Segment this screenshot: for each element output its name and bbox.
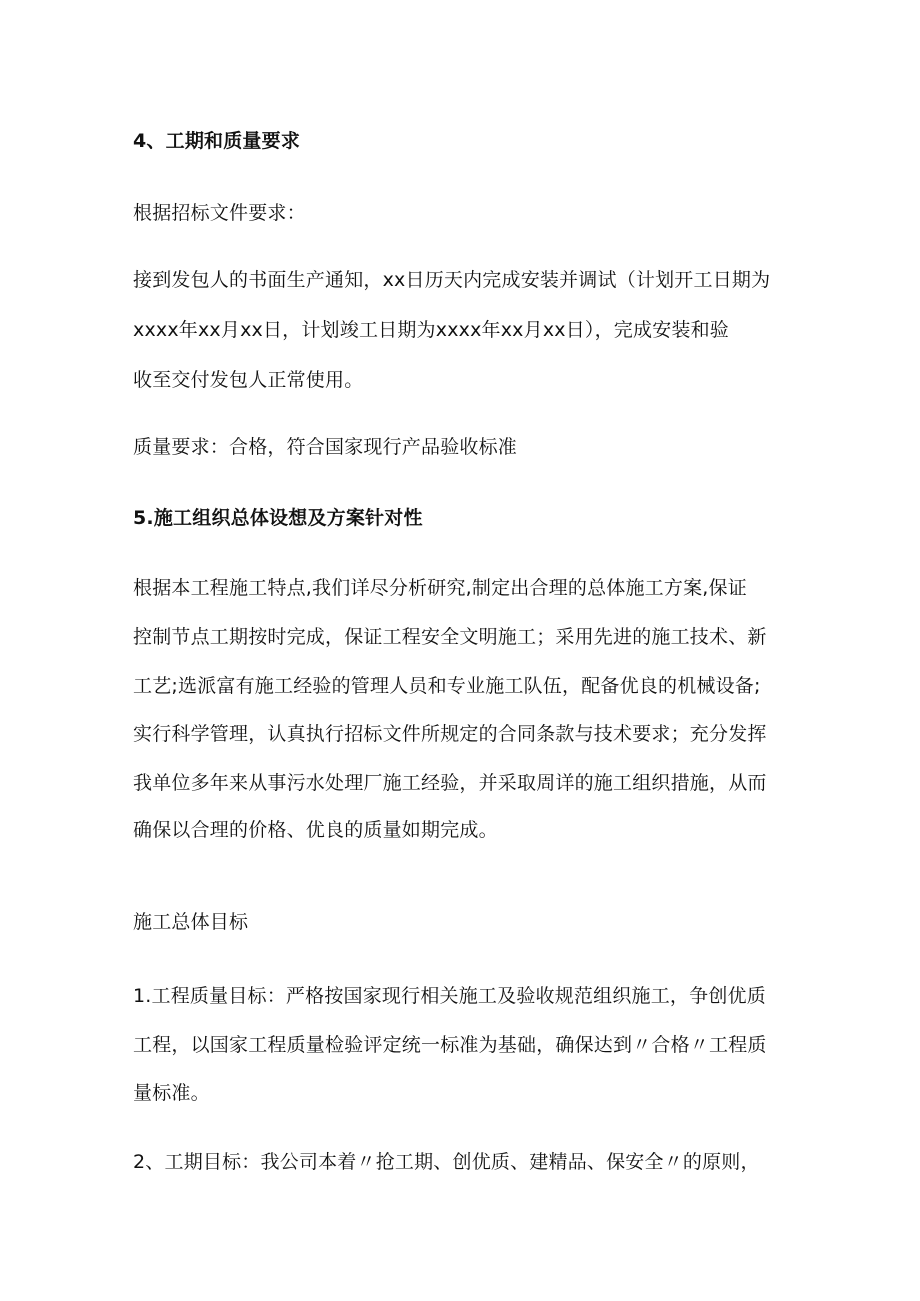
goal1-line1: 1.工程质量目标：严格按国家现行相关施工及验收规范组织施工，争创优质 (133, 985, 766, 1007)
section5-para1-line5: 我单位多年来从事污水处理厂施工经验，并采取周详的施工组织措施，从而 (133, 772, 767, 794)
section5-heading: 5.施工组织总体设想及方案针对性 (133, 507, 423, 529)
section5-para1-line1: 根据本工程施工特点,我们详尽分析研究,制定出合理的总体施工方案,保证 (133, 577, 747, 599)
section4-intro: 根据招标文件要求： (133, 202, 306, 224)
goal1-line3: 量标准。 (133, 1082, 210, 1104)
section4-para1-line2: xxxx年xx月xx日，计划竣工日期为xxxx年xx月xx日），完成安装和验 (133, 319, 730, 341)
section5-para1-line4: 实行科学管理，认真执行招标文件所规定的合同条款与技术要求；充分发挥 (133, 723, 767, 745)
goal1-line2: 工程，以国家工程质量检验评定统一标准为基础，确保达到〃合格〃工程质 (133, 1034, 767, 1056)
section5-para1-line3: 工艺;选派富有施工经验的管理人员和专业施工队伍，配备优良的机械设备; (133, 675, 761, 697)
section5-para1-line6: 确保以合理的价格、优良的质量如期完成。 (133, 819, 498, 841)
goals-heading: 施工总体目标 (133, 911, 249, 933)
section4-para1-line1: 接到发包人的书面生产通知，xx日历天内完成安装并调试（计划开工日期为 (133, 269, 771, 291)
goal2-line1: 2、工期目标：我公司本着〃抢工期、创优质、建精品、保安全〃的原则， (133, 1151, 760, 1173)
section5-para1-line2: 控制节点工期按时完成，保证工程安全文明施工；采用先进的施工技术、新 (133, 626, 767, 648)
section4-heading: 4、工期和质量要求 (133, 130, 301, 152)
section4-para1-line3: 收至交付发包人正常使用。 (133, 369, 364, 391)
section4-quality: 质量要求：合格，符合国家现行产品验收标准 (133, 436, 518, 458)
